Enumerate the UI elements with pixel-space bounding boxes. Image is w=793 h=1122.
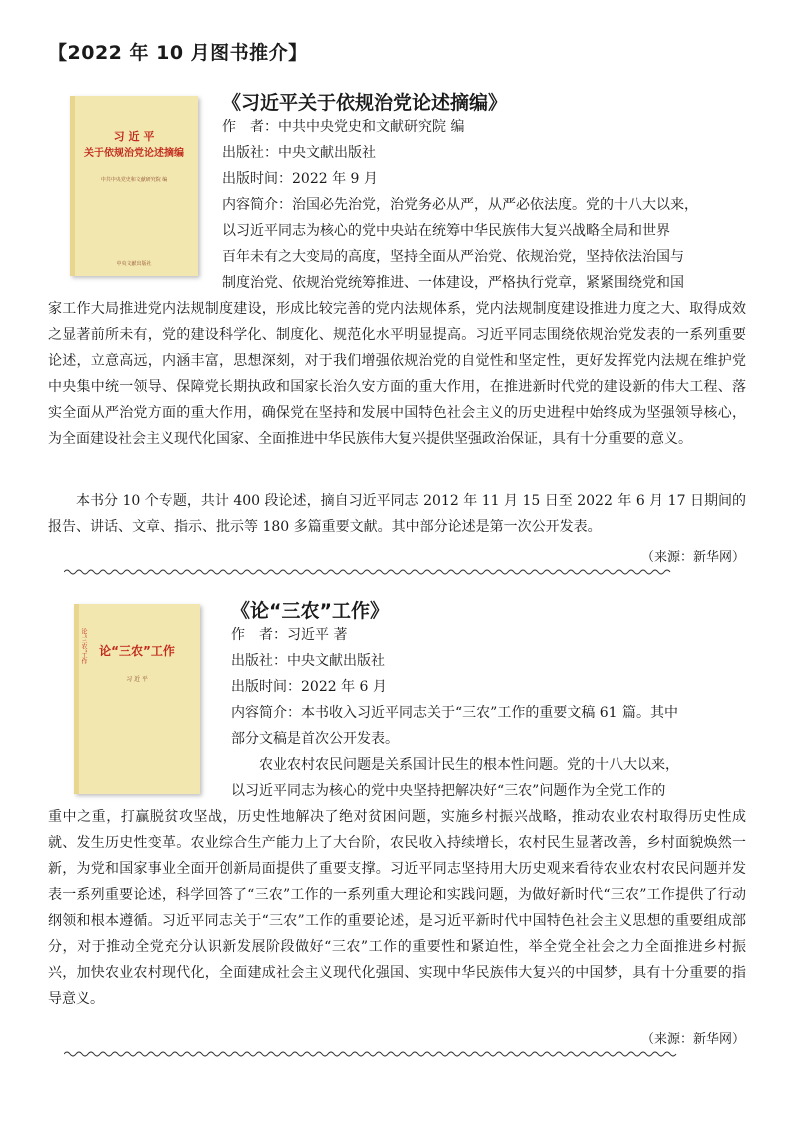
cover-title: 论“三农”工作 <box>99 644 175 658</box>
summary-line: 内容简介：本书收入习近平同志关于“三农”工作的重要文稿 61 篇。其中 <box>231 705 679 721</box>
summary-line: 以习近平同志为核心的党中央坚持把解决好“三农”问题作为全党工作的 <box>231 783 666 799</box>
wavy-divider <box>64 568 684 576</box>
cover-publisher: 中央文献出版社 <box>116 261 152 267</box>
cover-title-line1: 习 近 平 <box>113 130 155 143</box>
book-author: 作 者：习近平 著 <box>231 627 348 643</box>
summary-paragraph-2: 本书分 10 个专题，共计 400 段论述，摘自习近平同志 2012 年 11 月 15 日至 2022 年 6 月 17 日期间的报告、讲话、文章、指示、批示等 180 多篇重要文献。其中部分论述是第一次公开发表。 <box>48 493 746 535</box>
book-pub-date: 出版时间：2022 年 6 月 <box>231 679 387 695</box>
summary-line: 部分文稿是首次公开发表。 <box>231 731 399 747</box>
source-note: （来源：新华网） <box>640 550 745 565</box>
cover-spine-text: 论“三农”工作 <box>80 628 87 665</box>
summary-paragraph: 重中之重，打赢脱贫攻坚战，历史性地解决了绝对贫困问题，实施乡村振兴战略，推动农业农村取得历史性成就、发生历史性变革。农业综合生产能力上了大台阶，农民收入持续增长，农村民生显著改善，乡村面貌焕然一新，为党和国家事业全面开创新局面提供了重要支撑。习近平同志坚持用大历史观来看待农业农村农民问题并发表一系列重要论述，科学回答了“三农”工作的一系列重大理论和实践问题，为做好新时代“三农”工作提供了行动纲领和根本遵循。习近平同志关于“三农”工作的重要论述，是习近平新时代中国特色社会主义思想的重要组成部分，对于推动全党充分认识新发展阶段做好“三农”工作的重要性和紧迫性，举全党全社会之力全面推进乡村振兴，加快农业农村现代化，全面建成社会主义现代化强国、实现中华民族伟大复兴的中国梦，具有十分重要的指导意义。 <box>48 809 746 1007</box>
book-title: 《论“三农”工作》 <box>231 600 389 622</box>
book-publisher: 出版社：中央文献出版社 <box>231 653 385 669</box>
source-note: （来源：新华网） <box>640 1032 745 1047</box>
summary-line: 百年未有之大变局的高度，坚持全面从严治党、依规治党，坚持依法治国与 <box>222 249 684 265</box>
wavy-divider <box>64 1050 684 1058</box>
cover-author: 习 近 平 <box>126 676 148 683</box>
summary-line: 内容简介：治国必先治党，治党务必从严，从严必依法度。党的十八大以来， <box>222 197 698 213</box>
cover-editor: 中共中央党史和文献研究院 编 <box>100 177 168 183</box>
summary-line: 农业农村农民问题是关系国计民生的根本性问题。党的十八大以来， <box>231 757 679 773</box>
book-pub-date: 出版时间：2022 年 9 月 <box>222 171 378 187</box>
book-author: 作 者：中共中央党史和文献研究院 编 <box>222 119 465 135</box>
summary-line: 制度治党、依规治党统筹推进、一体建设，严格执行党章，紧紧围绕党和国 <box>222 275 684 291</box>
cover-title-line2: 关于依规治党论述摘编 <box>84 148 184 159</box>
summary-line: 以习近平同志为核心的党中央站在统筹中华民族伟大复兴战略全局和世界 <box>222 223 670 239</box>
book-cover-image <box>74 604 200 794</box>
book-cover-image <box>70 96 198 276</box>
book-title: 《习近平关于依规治党论述摘编》 <box>222 92 508 114</box>
book-meta <box>231 622 747 804</box>
page-title: 【2022 年 10 月图书推介】 <box>48 42 308 64</box>
book-meta <box>222 114 747 296</box>
book-publisher: 出版社：中央文献出版社 <box>222 145 376 161</box>
summary-paragraph: 家工作大局推进党内法规制度建设，形成比较完善的党内法规体系，党内法规制度建设推进力度之大、取得成效之显著前所未有，党的建设科学化、制度化、规范化水平明显提高。习近平同志围绕依规治党发表的一系列重要论述，立意高远，内涵丰富，思想深刻，对于我们增强依规治党的自觉性和坚定性，更好发挥党内法规在维护党中央集中统一领导、保障党长期执政和国家长治久安方面的重大作用，在推进新时代党的建设新的伟大工程、落实全面从严治党方面的重大作用，确保党在坚持和发展中国特色社会主义的历史进程中始终成为坚强领导核心，为全面建设社会主义现代化国家、全面推进中华民族伟大复兴提供坚强政治保证，具有十分重要的意义。 <box>48 301 746 447</box>
